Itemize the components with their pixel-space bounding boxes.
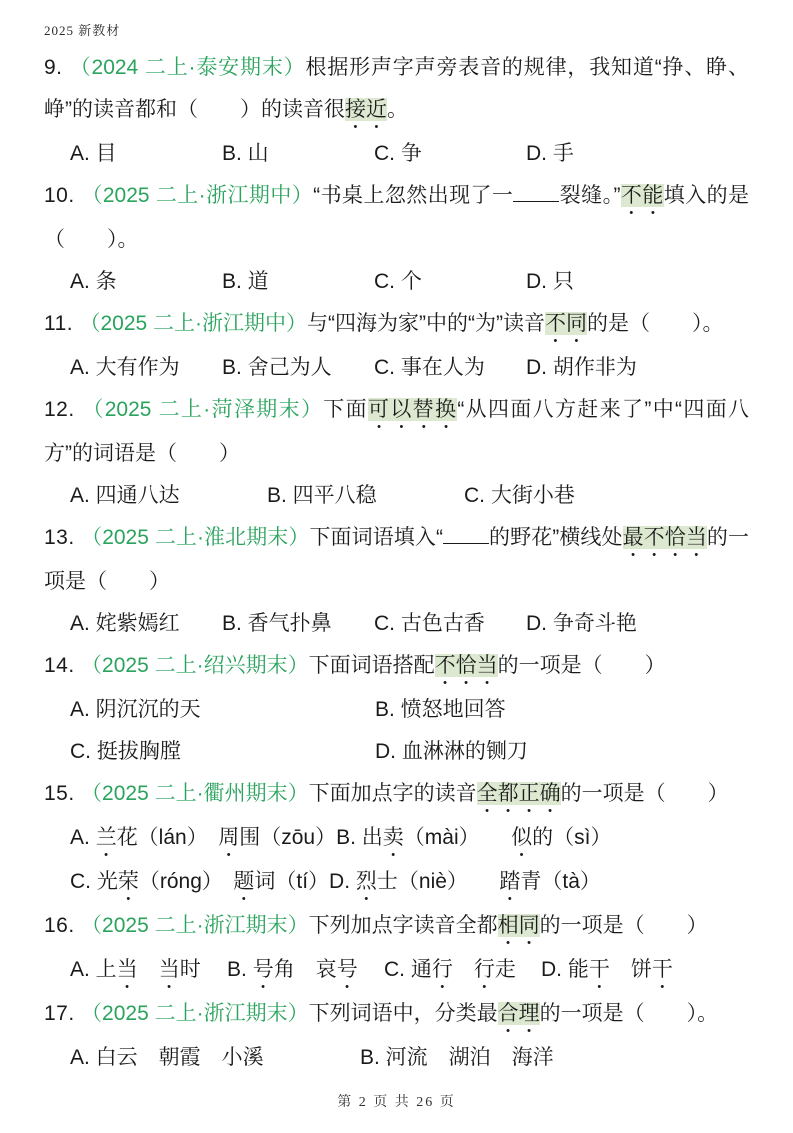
text-segment: A. 目 xyxy=(70,142,117,165)
highlight-term: 不能 xyxy=(620,184,664,207)
option-cell xyxy=(384,949,541,993)
text-segment: B. 舍己为人 xyxy=(222,356,332,379)
question-number: 11. xyxy=(44,312,80,335)
question-block xyxy=(44,47,749,175)
document-header: 2025 新教材 xyxy=(44,23,121,38)
text-segment: C. 古色古香 xyxy=(374,612,485,635)
option-cell xyxy=(222,603,374,645)
question-source: （2025 二上·绍兴期末） xyxy=(81,654,309,677)
text-segment: 根据形声字声旁表音的规律，我知道“挣、睁、峥”的读音都和（ ）的读音很 xyxy=(44,56,750,121)
text-segment: 的野花”横线处 xyxy=(488,526,623,549)
text-segment: 走 xyxy=(494,958,516,981)
dotted-char: 题 xyxy=(233,870,255,893)
option-cell xyxy=(464,475,575,517)
dotted-char: 行 xyxy=(431,958,453,981)
option-cell xyxy=(526,133,574,175)
text-segment: D. 能 xyxy=(541,958,589,981)
text-segment: 的是（ ）。 xyxy=(587,312,724,335)
option-cell xyxy=(222,347,374,389)
option-row xyxy=(44,731,749,773)
page-number-footer: 第 2 页 共 26 页 xyxy=(337,1095,456,1110)
option-row xyxy=(44,817,749,861)
question-number: 14. xyxy=(44,654,82,677)
question-source: （2025 二上·浙江期中） xyxy=(79,312,308,335)
option-cell xyxy=(222,133,374,175)
dotted-char: 干 xyxy=(588,958,610,981)
text-segment: 士（niè） xyxy=(376,870,500,893)
question-body xyxy=(44,905,749,949)
option-cell xyxy=(70,689,375,731)
question-block xyxy=(44,175,749,303)
option-row xyxy=(44,1037,749,1079)
highlight-term: 最不恰当 xyxy=(622,526,707,549)
question-block xyxy=(44,645,749,773)
text-segment: “从四面八方赶来了”中“四面八方”的词语是（ ） xyxy=(44,398,750,465)
text-segment xyxy=(138,958,159,981)
text-segment: B. xyxy=(227,958,253,981)
text-segment: D. 只 xyxy=(526,270,574,293)
text-segment: 下列词语中，分类最 xyxy=(308,1002,498,1025)
text-segment: A. 四通八达 xyxy=(70,484,180,507)
text-segment: A. 白云 朝霞 小溪 xyxy=(70,1046,264,1069)
blank-line xyxy=(513,185,559,202)
text-segment: A. xyxy=(70,826,96,849)
text-segment: D. xyxy=(329,870,356,893)
text-segment: A. 上 xyxy=(70,958,117,981)
highlight-term: 相同 xyxy=(497,914,540,937)
text-segment: 词（tí） xyxy=(254,870,330,893)
option-cell xyxy=(70,861,329,905)
highlight-term: 全都正确 xyxy=(476,782,561,805)
question-block xyxy=(44,773,749,905)
option-row xyxy=(44,347,749,389)
text-segment: B. 愤怒地回答 xyxy=(375,698,506,721)
question-block xyxy=(44,993,749,1079)
text-segment: A. 大有作为 xyxy=(70,356,180,379)
option-row xyxy=(44,861,749,905)
dotted-char: 号 xyxy=(252,958,274,981)
option-cell xyxy=(70,949,227,993)
question-number: 16. xyxy=(44,914,82,937)
option-cell xyxy=(526,261,574,303)
text-segment: 时 xyxy=(179,958,201,981)
text-segment: C. 事在人为 xyxy=(374,356,485,379)
dotted-char: 周 xyxy=(218,826,240,849)
question-list xyxy=(44,47,749,1079)
question-body xyxy=(44,303,749,347)
text-segment: C. 争 xyxy=(374,142,422,165)
dotted-char: 兰 xyxy=(95,826,117,849)
dotted-char: 荣 xyxy=(117,870,139,893)
question-block xyxy=(44,303,749,389)
text-segment: C. 光 xyxy=(70,870,118,893)
option-cell xyxy=(374,133,526,175)
highlight-term: 不恰当 xyxy=(434,654,498,677)
question-source: （2025 二上·菏泽期末） xyxy=(82,398,324,421)
text-segment: 下面词语填入“ xyxy=(309,526,443,549)
question-body xyxy=(44,175,749,261)
highlight-term: 可以替换 xyxy=(367,398,458,421)
text-segment: （róng） xyxy=(138,870,234,893)
question-body xyxy=(44,47,749,133)
option-cell xyxy=(222,261,374,303)
question-number: 10. xyxy=(44,184,82,207)
option-row xyxy=(44,475,749,517)
option-cell xyxy=(227,949,384,993)
dotted-char: 当 xyxy=(158,958,180,981)
dotted-char: 似 xyxy=(511,826,533,849)
text-segment: 围（zōu） xyxy=(239,826,337,849)
dotted-char: 烈 xyxy=(355,870,377,893)
question-body xyxy=(44,517,749,603)
dotted-char: 干 xyxy=(651,958,673,981)
option-cell xyxy=(70,603,222,645)
option-cell xyxy=(541,949,673,993)
text-segment: 的一项是（ ） xyxy=(44,526,750,593)
question-body xyxy=(44,389,749,475)
text-segment: 的一项是（ ） xyxy=(497,654,666,677)
option-row xyxy=(44,133,749,175)
option-cell xyxy=(329,861,601,905)
text-segment: C. 挺拔胸膛 xyxy=(70,740,181,763)
text-segment: 与“四海为家”中的“为”读音 xyxy=(307,312,545,335)
option-cell xyxy=(70,1037,360,1079)
text-segment: 的一项是（ ）。 xyxy=(539,1002,719,1025)
option-row xyxy=(44,949,749,993)
text-segment: D. 血淋淋的铡刀 xyxy=(375,740,528,763)
question-block xyxy=(44,905,749,993)
text-segment: A. 阴沉沉的天 xyxy=(70,698,201,721)
option-cell xyxy=(70,817,336,861)
text-segment xyxy=(453,958,474,981)
text-segment: 青（tà） xyxy=(520,870,601,893)
text-segment: B. 香气扑鼻 xyxy=(222,612,332,635)
text-segment: 下列加点字读音全都 xyxy=(308,914,498,937)
option-cell xyxy=(374,347,526,389)
option-cell xyxy=(70,133,222,175)
option-cell xyxy=(70,731,375,773)
text-segment: 下面词语搭配 xyxy=(308,654,435,677)
text-segment: 下面加点字的读音 xyxy=(308,782,477,805)
dotted-char: 号 xyxy=(336,958,358,981)
text-segment: 下面 xyxy=(323,398,368,421)
text-segment: 的一项是（ ） xyxy=(539,914,708,937)
text-segment: D. 争奇斗艳 xyxy=(526,612,637,635)
option-cell xyxy=(375,731,528,773)
text-segment: （mài） xyxy=(403,826,512,849)
text-segment: B. 山 xyxy=(222,142,269,165)
blank-line xyxy=(443,527,489,544)
text-segment: 填入的是（ ）。 xyxy=(44,184,750,251)
option-cell xyxy=(375,689,506,731)
text-segment: B. 出 xyxy=(336,826,383,849)
question-number: 12. xyxy=(44,398,83,421)
highlight-term: 不同 xyxy=(545,312,587,335)
text-segment: 的一项是（ ） xyxy=(560,782,729,805)
text-segment: 角 哀 xyxy=(273,958,337,981)
dotted-char: 踏 xyxy=(499,870,521,893)
option-cell xyxy=(336,817,611,861)
option-cell xyxy=(70,347,222,389)
text-segment: C. 个 xyxy=(374,270,422,293)
text-segment: D. 手 xyxy=(526,142,574,165)
question-source: （2025 二上·浙江期末） xyxy=(81,1002,309,1025)
question-source: （2025 二上·浙江期中） xyxy=(81,184,314,207)
question-number: 9. xyxy=(44,56,70,79)
text-segment: “书桌上忽然出现了一 xyxy=(313,184,514,207)
option-row xyxy=(44,261,749,303)
question-block xyxy=(44,517,749,645)
question-number: 17. xyxy=(44,1002,82,1025)
question-body xyxy=(44,773,749,817)
text-segment: C. 大街小巷 xyxy=(464,484,575,507)
text-segment: B. 道 xyxy=(222,270,269,293)
question-number: 13. xyxy=(44,526,82,549)
text-segment: 花（lán） xyxy=(116,826,219,849)
text-segment: C. 通 xyxy=(384,958,432,981)
question-source: （2025 二上·淮北期末） xyxy=(81,526,310,549)
question-block xyxy=(44,389,749,517)
highlight-term: 合理 xyxy=(497,1002,540,1025)
question-body xyxy=(44,645,749,689)
text-segment: D. 胡作非为 xyxy=(526,356,637,379)
option-cell xyxy=(70,475,267,517)
question-number: 15. xyxy=(44,782,82,805)
dotted-char: 卖 xyxy=(382,826,404,849)
text-segment: 。 xyxy=(387,98,408,121)
question-source: （2024 二上·泰安期末） xyxy=(69,56,306,79)
text-segment: A. 姹紫嫣红 xyxy=(70,612,180,635)
text-segment: 饼 xyxy=(609,958,652,981)
dotted-char: 行 xyxy=(473,958,495,981)
question-source: （2025 二上·衢州期末） xyxy=(81,782,309,805)
option-row xyxy=(44,603,749,645)
option-cell xyxy=(267,475,464,517)
text-segment: B. 四平八稳 xyxy=(267,484,377,507)
dotted-char: 当 xyxy=(116,958,138,981)
option-cell xyxy=(70,261,222,303)
option-cell xyxy=(374,603,526,645)
text-segment: 的（sì） xyxy=(532,826,612,849)
highlight-term: 接近 xyxy=(345,98,387,121)
question-body xyxy=(44,993,749,1037)
text-segment: A. 条 xyxy=(70,270,117,293)
question-source: （2025 二上·浙江期末） xyxy=(81,914,309,937)
text-segment: 裂缝。” xyxy=(559,184,621,207)
text-segment: B. 河流 湖泊 海洋 xyxy=(360,1046,554,1069)
option-cell xyxy=(360,1037,554,1079)
option-cell xyxy=(526,347,637,389)
option-cell xyxy=(526,603,637,645)
option-row xyxy=(44,689,749,731)
option-cell xyxy=(374,261,526,303)
